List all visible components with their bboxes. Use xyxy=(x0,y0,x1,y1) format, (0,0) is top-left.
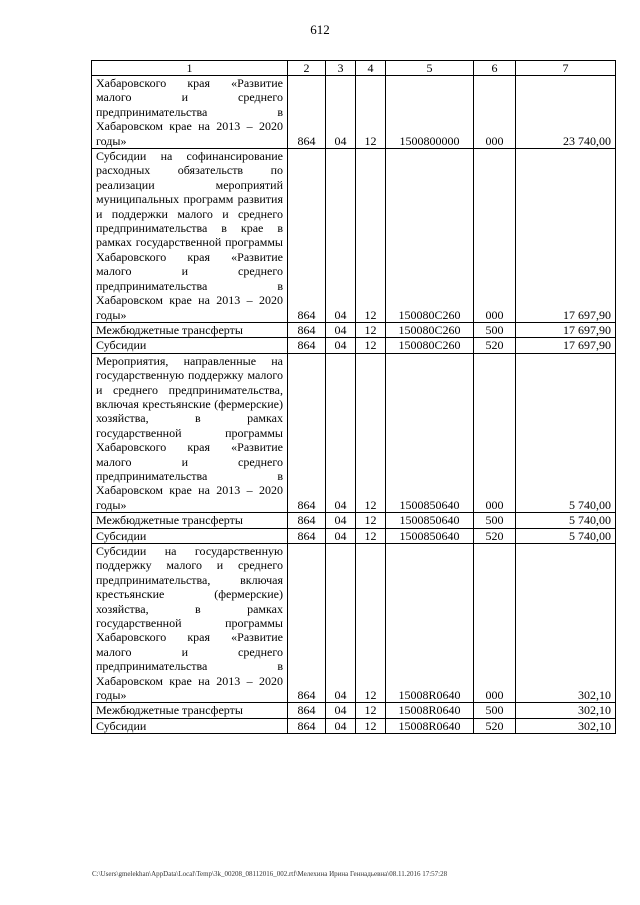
table-row xyxy=(92,322,616,337)
table-row xyxy=(92,703,616,718)
table-row xyxy=(92,718,616,733)
row-target-code: 1500850640 xyxy=(386,528,474,543)
row-expense-type: 500 xyxy=(474,322,516,337)
row-name: Субсидии xyxy=(92,718,288,733)
row-amount: 302,10 xyxy=(516,544,616,703)
page-number: 612 xyxy=(310,22,330,37)
row-name: Межбюджетные трансферты xyxy=(92,703,288,718)
row-section-code: 04 xyxy=(326,718,356,733)
row-section-code: 04 xyxy=(326,322,356,337)
row-target-code: 1500850640 xyxy=(386,353,474,512)
row-section-code: 04 xyxy=(326,703,356,718)
row-expense-type: 000 xyxy=(474,76,516,149)
row-name: Субсидии xyxy=(92,338,288,353)
row-admin-code: 864 xyxy=(288,703,326,718)
row-admin-code: 864 xyxy=(288,338,326,353)
row-name: Хабаровского края «Развитие малого и среднего предпринимательства в Хабаровском крае на 2013 – 2020 годы» xyxy=(92,76,288,149)
header-col-2: 2 xyxy=(288,61,326,76)
table-row xyxy=(92,338,616,353)
row-target-code: 150080С260 xyxy=(386,149,474,323)
row-expense-type: 000 xyxy=(474,544,516,703)
row-name: Субсидии на государственную поддержку малого и среднего предпринимательства, включая крестьянские (фермерские) хозяйства, в рамках государственной программы Хабаровского края «Развитие малого и среднего предпринимательства в Хабаровском крае на 2013 – 2020 годы» xyxy=(92,544,288,703)
row-admin-code: 864 xyxy=(288,513,326,528)
row-section-code: 04 xyxy=(326,528,356,543)
row-expense-type: 000 xyxy=(474,353,516,512)
header-col-4: 4 xyxy=(356,61,386,76)
row-name: Субсидии на софинансирование расходных обязательств по реализации мероприятий муниципальных программ развития и поддержки малого и среднего предпринимательства в крае в рамках государственной программы Хабаровского края «Развитие малого и среднего предпринимательства в Хабаровском крае на 2013 – 2020 годы» xyxy=(92,149,288,323)
row-expense-type: 520 xyxy=(474,718,516,733)
table-row xyxy=(92,353,616,512)
row-section-code: 04 xyxy=(326,353,356,512)
row-amount: 5 740,00 xyxy=(516,528,616,543)
row-target-code: 1500850640 xyxy=(386,513,474,528)
row-subsection-code: 12 xyxy=(356,149,386,323)
row-admin-code: 864 xyxy=(288,149,326,323)
row-target-code: 150080С260 xyxy=(386,322,474,337)
row-amount: 17 697,90 xyxy=(516,322,616,337)
row-subsection-code: 12 xyxy=(356,338,386,353)
header-col-6: 6 xyxy=(474,61,516,76)
row-subsection-code: 12 xyxy=(356,528,386,543)
row-target-code: 150080С260 xyxy=(386,338,474,353)
row-subsection-code: 12 xyxy=(356,353,386,512)
row-section-code: 04 xyxy=(326,338,356,353)
row-admin-code: 864 xyxy=(288,544,326,703)
table-row xyxy=(92,76,616,149)
footer-path: C:\Users\gmelekhan\AppData\Local\Temp\3k_00208_08112016_002.rtf\Мелехина Ирина Геннадьевна\08.11.2016 17:57:28 xyxy=(92,870,448,878)
row-name: Мероприятия, направленные на государственную поддержку малого и среднего предпринимательства, включая крестьянские (фермерские) хозяйства, в рамках государственной программы Хабаровского края «Развитие малого и среднего предпринимательства в Хабаровском крае на 2013 – 2020 годы» xyxy=(92,353,288,512)
row-target-code: 1500800000 xyxy=(386,76,474,149)
row-expense-type: 500 xyxy=(474,513,516,528)
row-name: Межбюджетные трансферты xyxy=(92,322,288,337)
row-admin-code: 864 xyxy=(288,76,326,149)
header-col-7: 7 xyxy=(516,61,616,76)
row-expense-type: 520 xyxy=(474,528,516,543)
row-name: Субсидии xyxy=(92,528,288,543)
row-subsection-code: 12 xyxy=(356,322,386,337)
header-col-5: 5 xyxy=(386,61,474,76)
row-admin-code: 864 xyxy=(288,528,326,543)
row-section-code: 04 xyxy=(326,544,356,703)
header-col-1: 1 xyxy=(92,61,288,76)
row-expense-type: 520 xyxy=(474,338,516,353)
row-expense-type: 000 xyxy=(474,149,516,323)
budget-table xyxy=(91,60,616,734)
row-subsection-code: 12 xyxy=(356,718,386,733)
row-amount: 17 697,90 xyxy=(516,338,616,353)
header-col-3: 3 xyxy=(326,61,356,76)
row-amount: 302,10 xyxy=(516,718,616,733)
row-section-code: 04 xyxy=(326,513,356,528)
row-admin-code: 864 xyxy=(288,322,326,337)
row-amount: 23 740,00 xyxy=(516,76,616,149)
row-target-code: 15008R0640 xyxy=(386,544,474,703)
row-amount: 5 740,00 xyxy=(516,513,616,528)
table-row xyxy=(92,149,616,323)
row-subsection-code: 12 xyxy=(356,703,386,718)
table-row xyxy=(92,528,616,543)
row-amount: 17 697,90 xyxy=(516,149,616,323)
row-amount: 5 740,00 xyxy=(516,353,616,512)
row-subsection-code: 12 xyxy=(356,544,386,703)
row-subsection-code: 12 xyxy=(356,76,386,149)
row-subsection-code: 12 xyxy=(356,513,386,528)
table-body xyxy=(92,76,616,734)
row-admin-code: 864 xyxy=(288,353,326,512)
table-row xyxy=(92,544,616,703)
row-expense-type: 500 xyxy=(474,703,516,718)
row-section-code: 04 xyxy=(326,149,356,323)
table-row xyxy=(92,513,616,528)
row-target-code: 15008R0640 xyxy=(386,703,474,718)
row-name: Межбюджетные трансферты xyxy=(92,513,288,528)
row-section-code: 04 xyxy=(326,76,356,149)
header-row xyxy=(92,61,616,76)
row-admin-code: 864 xyxy=(288,718,326,733)
row-amount: 302,10 xyxy=(516,703,616,718)
row-target-code: 15008R0640 xyxy=(386,718,474,733)
